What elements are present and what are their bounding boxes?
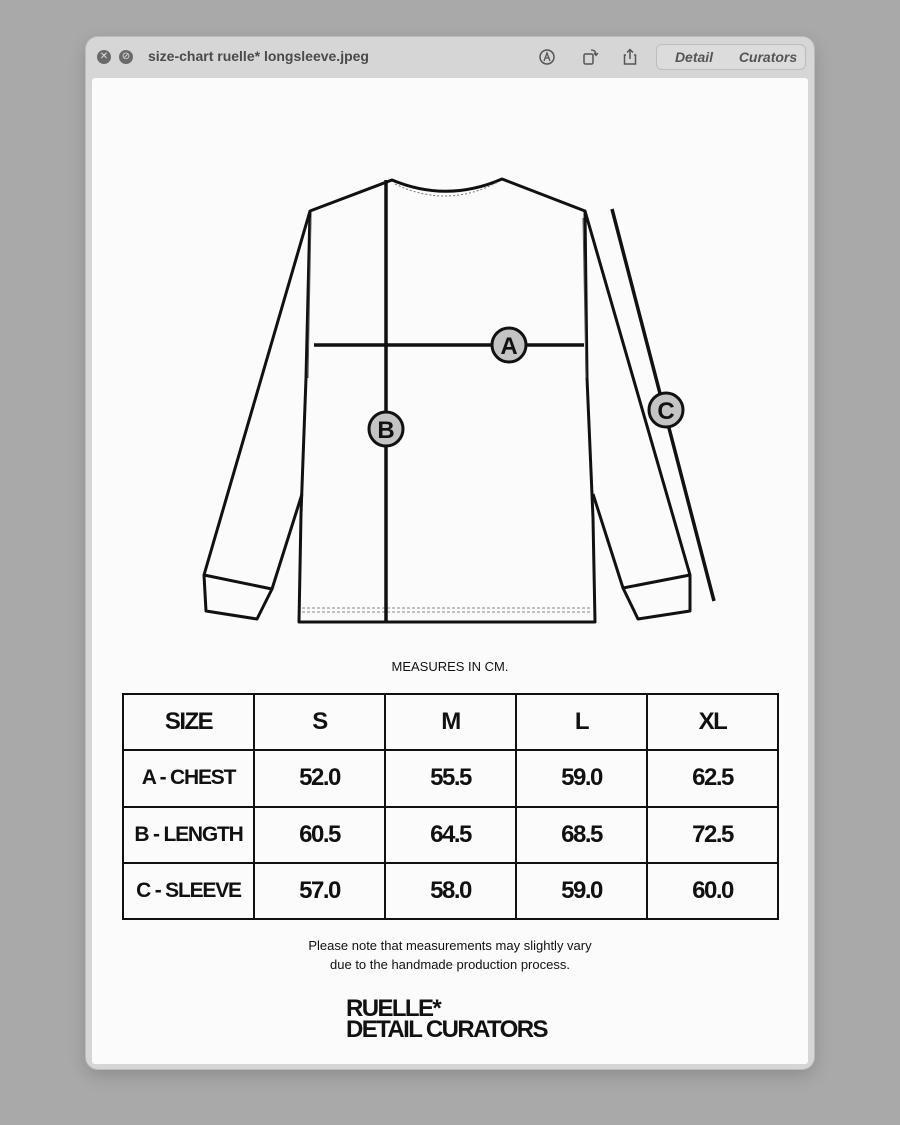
brand-line: DETAIL CURATORS	[346, 1016, 547, 1043]
production-note	[92, 936, 808, 974]
table-cell: 57.0	[254, 863, 385, 919]
note-line: due to the handmade production process.	[330, 957, 570, 972]
longsleeve-diagram	[92, 78, 808, 638]
table-cell: 58.0	[385, 863, 516, 919]
marker-c	[649, 393, 683, 427]
table-header-row	[123, 694, 778, 750]
view-segmented-control[interactable]	[656, 44, 806, 70]
svg-text:C: C	[657, 398, 675, 425]
table-row	[123, 807, 778, 863]
rotate-icon[interactable]	[580, 47, 600, 67]
header-l: L	[516, 694, 647, 750]
table-row	[123, 750, 778, 806]
segment-curators[interactable]: Curators	[738, 49, 798, 65]
table-cell: 62.5	[647, 750, 778, 806]
brand-line: RUELLE*	[346, 995, 441, 1022]
measures-label: MEASURES IN CM.	[391, 659, 509, 674]
table-cell: 60.0	[647, 863, 778, 919]
table-row	[123, 863, 778, 919]
table-cell: 52.0	[254, 750, 385, 806]
row-label: B - LENGTH	[123, 807, 254, 863]
minimize-icon[interactable]: ⊘	[119, 50, 133, 64]
size-chart-table	[122, 693, 779, 920]
table-cell: 68.5	[516, 807, 647, 863]
segment-detail[interactable]: Detail	[674, 49, 714, 65]
header-m: M	[385, 694, 516, 750]
table-cell: 72.5	[647, 807, 778, 863]
note-line: Please note that measurements may slightly vary	[308, 938, 592, 953]
header-size: SIZE	[123, 694, 254, 750]
window-title: size-chart ruelle* longsleeve.jpeg	[148, 48, 369, 64]
brand-logo	[346, 995, 547, 1043]
table-cell: 64.5	[385, 807, 516, 863]
marker-b	[369, 412, 403, 446]
row-label: C - SLEEVE	[123, 863, 254, 919]
marker-a	[492, 328, 526, 362]
table-cell: 60.5	[254, 807, 385, 863]
svg-text:A: A	[500, 333, 518, 360]
markup-icon[interactable]	[537, 47, 557, 67]
table-cell: 59.0	[516, 750, 647, 806]
preview-window	[86, 37, 814, 1069]
header-s: S	[254, 694, 385, 750]
table-cell: 55.5	[385, 750, 516, 806]
table-cell: 59.0	[516, 863, 647, 919]
title-bar	[86, 37, 814, 77]
header-xl: XL	[647, 694, 778, 750]
row-label: A - CHEST	[123, 750, 254, 806]
close-icon[interactable]: ✕	[97, 50, 111, 64]
svg-text:B: B	[377, 417, 395, 444]
share-icon[interactable]	[620, 47, 640, 67]
image-canvas	[92, 78, 808, 1064]
